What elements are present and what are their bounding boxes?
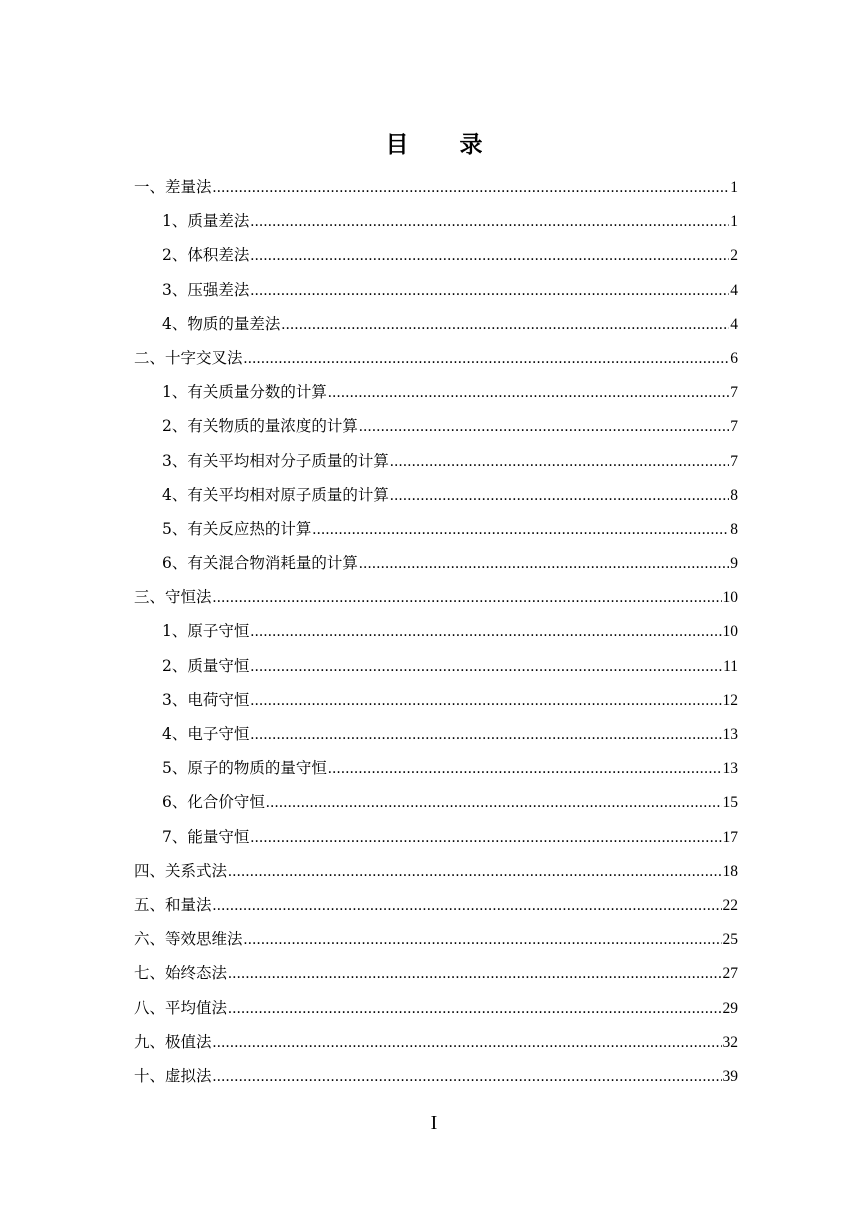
dot-leader xyxy=(266,786,722,820)
toc-entry-page: 10 xyxy=(722,589,738,607)
toc-entry-page: 12 xyxy=(722,691,738,709)
toc-entry-page: 4 xyxy=(730,315,738,333)
dot-leader xyxy=(250,239,729,273)
dot-leader xyxy=(281,308,729,342)
toc-entry[interactable] xyxy=(134,956,738,990)
toc-subentry[interactable] xyxy=(134,683,738,717)
dot-leader xyxy=(228,957,721,991)
toc-entry-label: 4、电子守恒 xyxy=(162,725,250,743)
toc-entry-label: 一、差量法 xyxy=(134,178,212,196)
toc-entry-label: 九、极值法 xyxy=(134,1032,212,1051)
toc-entry[interactable] xyxy=(134,1025,738,1059)
toc-entry[interactable] xyxy=(134,991,738,1025)
toc-entry-page: 7 xyxy=(730,418,738,436)
toc-entry-label: 4、物质的量差法 xyxy=(162,314,281,333)
toc-entry-label: 二、十字交叉法 xyxy=(134,348,243,367)
toc-entry-page: 1 xyxy=(730,179,738,196)
toc-entry[interactable] xyxy=(134,580,738,614)
dot-leader xyxy=(213,889,722,923)
toc-entry-page: 2 xyxy=(730,247,738,265)
toc-entry-page: 7 xyxy=(730,384,738,402)
toc-entry-page: 11 xyxy=(723,657,738,675)
toc-subentry[interactable] xyxy=(134,444,738,478)
dot-leader xyxy=(250,650,722,684)
toc-entry-page: 18 xyxy=(722,862,738,880)
toc-subentry[interactable] xyxy=(134,273,738,307)
toc-entry-label: 2、体积差法 xyxy=(162,246,250,265)
toc-entry-page: 32 xyxy=(722,1033,738,1051)
toc-entry-page: 1 xyxy=(730,213,738,231)
toc-entry-label: 八、平均值法 xyxy=(134,998,228,1017)
toc-entry-label: 1、原子守恒 xyxy=(162,622,250,641)
toc-subentry[interactable] xyxy=(134,307,738,341)
toc-entry-label: 2、质量守恒 xyxy=(162,656,250,675)
dot-leader xyxy=(213,1060,722,1094)
page-number: I xyxy=(430,1112,438,1134)
toc-subentry[interactable] xyxy=(134,785,738,819)
dot-leader xyxy=(359,410,729,444)
toc-entry-label: 3、电荷守恒 xyxy=(162,690,250,709)
toc-entry[interactable] xyxy=(134,888,738,922)
toc-entry-label: 3、压强差法 xyxy=(162,280,250,299)
dot-leader xyxy=(244,923,722,957)
toc-entry-page: 6 xyxy=(730,349,738,367)
dot-leader xyxy=(213,581,722,615)
toc-entry-page: 39 xyxy=(722,1067,738,1085)
toc-entry-page: 27 xyxy=(722,965,738,983)
page-title: 目 录 xyxy=(385,132,497,158)
dot-leader xyxy=(250,684,721,718)
dot-leader xyxy=(250,718,721,752)
toc-entry-page: 13 xyxy=(722,726,738,743)
toc-entry-label: 六、等效思维法 xyxy=(134,930,243,949)
toc-entry-label: 3、有关平均相对分子质量的计算 xyxy=(162,451,389,470)
toc-entry-label: 四、关系式法 xyxy=(134,861,228,880)
dot-leader xyxy=(328,752,722,786)
dot-leader xyxy=(359,547,729,581)
toc-entry-page: 10 xyxy=(722,623,738,641)
toc-subentry[interactable] xyxy=(134,238,738,272)
toc-subentry[interactable] xyxy=(134,204,738,238)
toc-subentry[interactable] xyxy=(134,478,738,512)
toc-entry-label: 5、有关反应热的计算 xyxy=(162,519,312,538)
dot-leader xyxy=(250,821,721,855)
table-of-contents xyxy=(134,170,738,1093)
toc-subentry[interactable] xyxy=(134,751,738,785)
toc-entry-label: 1、质量差法 xyxy=(162,212,250,231)
dot-leader xyxy=(213,171,730,205)
toc-entry-page: 13 xyxy=(722,760,738,778)
dot-leader xyxy=(250,615,721,649)
toc-entry-label: 三、守恒法 xyxy=(134,588,212,607)
toc-entry[interactable] xyxy=(134,341,738,375)
toc-subentry[interactable] xyxy=(134,409,738,443)
dot-leader xyxy=(228,855,721,889)
toc-entry-label: 6、有关混合物消耗量的计算 xyxy=(162,554,358,573)
dot-leader xyxy=(312,513,729,547)
toc-entry[interactable] xyxy=(134,1059,738,1093)
toc-entry-page: 8 xyxy=(730,520,738,538)
toc-entry-page: 7 xyxy=(730,452,738,470)
toc-entry-page: 9 xyxy=(730,555,738,573)
toc-subentry[interactable] xyxy=(134,375,738,409)
toc-subentry[interactable] xyxy=(134,820,738,854)
toc-entry[interactable] xyxy=(134,922,738,956)
toc-entry[interactable] xyxy=(134,170,738,204)
toc-entry-label: 五、和量法 xyxy=(134,895,212,914)
toc-entry-page: 22 xyxy=(722,896,738,914)
toc-entry[interactable] xyxy=(134,854,738,888)
toc-entry-page: 4 xyxy=(730,281,738,299)
toc-entry-label: 十、虚拟法 xyxy=(134,1066,212,1085)
toc-subentry[interactable] xyxy=(134,614,738,648)
dot-leader xyxy=(328,376,729,410)
dot-leader xyxy=(228,992,721,1026)
toc-entry-label: 1、有关质量分数的计算 xyxy=(162,383,327,402)
dot-leader xyxy=(390,445,729,479)
toc-entry-label: 6、化合价守恒 xyxy=(162,793,265,812)
dot-leader xyxy=(213,1026,722,1060)
toc-entry-page: 8 xyxy=(730,486,738,504)
dot-leader xyxy=(390,479,729,513)
dot-leader xyxy=(250,274,729,308)
toc-entry-page: 29 xyxy=(722,999,738,1017)
toc-subentry[interactable] xyxy=(134,649,738,683)
toc-entry-label: 7、能量守恒 xyxy=(162,827,250,846)
toc-subentry[interactable] xyxy=(134,546,738,580)
dot-leader xyxy=(244,342,730,376)
toc-entry-label: 2、有关物质的量浓度的计算 xyxy=(162,417,358,436)
toc-entry-page: 25 xyxy=(722,931,738,949)
toc-entry-page: 17 xyxy=(722,828,738,846)
toc-entry-label: 5、原子的物质的量守恒 xyxy=(162,759,327,778)
toc-subentry[interactable] xyxy=(134,717,738,751)
toc-subentry[interactable] xyxy=(134,512,738,546)
toc-entry-page: 15 xyxy=(722,794,738,812)
toc-entry-label: 4、有关平均相对原子质量的计算 xyxy=(162,485,389,504)
dot-leader xyxy=(250,205,729,239)
toc-entry-label: 七、始终态法 xyxy=(134,964,228,983)
